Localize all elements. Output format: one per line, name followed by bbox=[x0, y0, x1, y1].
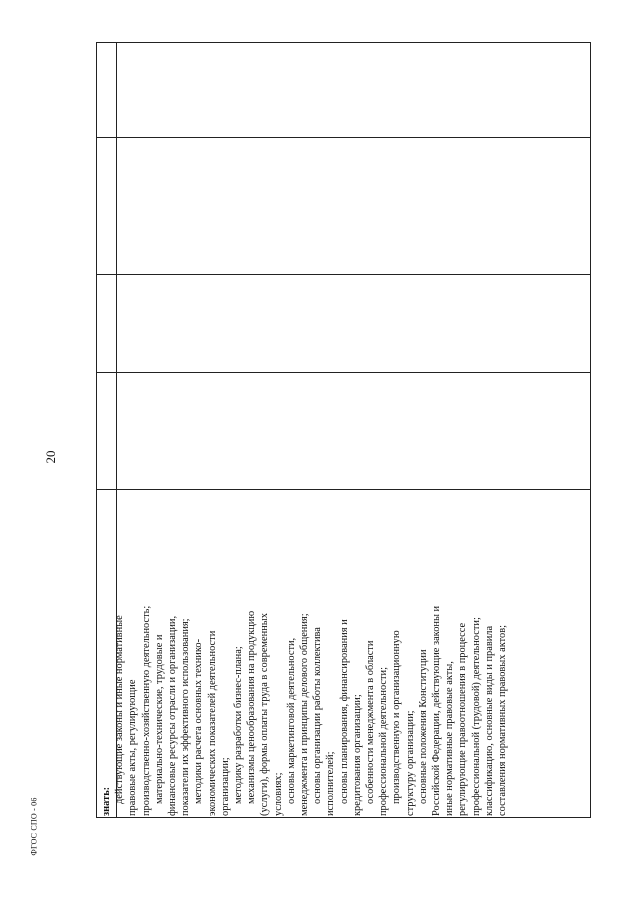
requirement-line: экономических показателей деятельности bbox=[206, 630, 218, 816]
requirement-line: финансовые ресурсы отрасли и организации, bbox=[167, 615, 179, 816]
requirement-line: правовые акты, регулирующие bbox=[127, 679, 139, 816]
requirement-line: структуру организации; bbox=[404, 710, 416, 816]
requirement-line: методику разработки бизнес-плана; bbox=[233, 646, 245, 804]
row-divider bbox=[97, 137, 590, 138]
requirement-line: основы маркетинговой деятельности, bbox=[285, 637, 297, 804]
requirement-line: методики расчета основных технико- bbox=[193, 638, 205, 804]
requirements-text bbox=[100, 516, 540, 816]
requirement-line: иные нормативные правовые акты, bbox=[444, 661, 456, 816]
requirement-line: механизмы ценообразования на продукцию bbox=[246, 610, 258, 804]
requirement-line: материально-технические, трудовые и bbox=[153, 634, 165, 804]
requirement-line: основные положения Конституции bbox=[417, 649, 429, 804]
requirement-line: регулирующие правоотношения в процессе bbox=[457, 622, 469, 816]
requirement-line: производственно-хозяйственную деятельность; bbox=[140, 605, 152, 816]
requirement-line: организации; bbox=[219, 757, 231, 816]
requirement-line: показатели их эффективного использования; bbox=[180, 618, 192, 816]
row-divider bbox=[97, 489, 590, 490]
requirement-line: составления нормативных правовых актов; bbox=[497, 625, 509, 816]
requirement-line: профессиональной (трудовой) деятельности; bbox=[470, 617, 482, 816]
row-divider bbox=[97, 372, 590, 373]
page-number: 20 bbox=[43, 450, 58, 464]
requirement-line: основы организации работы коллектива bbox=[312, 627, 324, 804]
requirement-line: основы планирования, финансирования и bbox=[338, 619, 350, 804]
requirement-line: менеджмента и принципы делового общения; bbox=[299, 613, 311, 816]
row-divider bbox=[97, 274, 590, 275]
requirement-line: Российской Федерации, действующие законы и bbox=[431, 605, 443, 816]
requirement-line: профессиональной деятельности; bbox=[378, 666, 390, 816]
requirement-line: классификацию, основные виды и правила bbox=[483, 625, 495, 816]
requirements-list bbox=[113, 516, 509, 816]
requirement-line: действующие законы и иные нормативные bbox=[114, 615, 126, 804]
footer-code: ФГОС СПО - 06 bbox=[29, 797, 39, 856]
requirement-line: исполнителей; bbox=[325, 751, 337, 816]
section-heading: знать: bbox=[101, 786, 112, 816]
requirement-line: условиях; bbox=[272, 772, 284, 816]
requirement-line: особенности менеджмента в области bbox=[365, 640, 377, 804]
requirement-line: кредитования организации; bbox=[351, 694, 363, 816]
requirement-line: (услуги), формы оплаты труда в современных bbox=[259, 613, 271, 816]
requirement-line: производственную и организационную bbox=[391, 630, 403, 804]
